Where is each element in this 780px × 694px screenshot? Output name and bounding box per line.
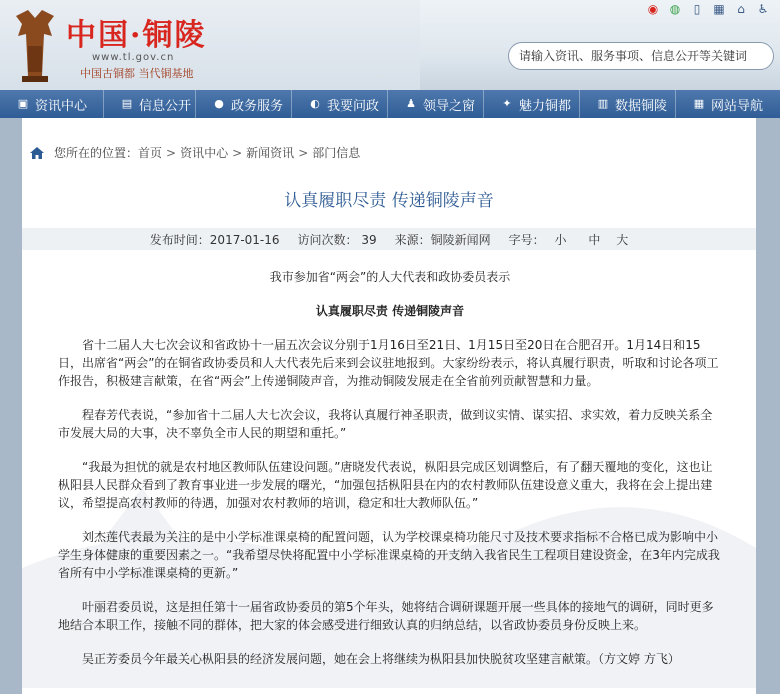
chat-icon: ◐ <box>310 97 320 110</box>
nav-item-site-navigation[interactable] <box>676 90 780 118</box>
article-subtitle: 认真履职尽责 传递铜陵声音 <box>315 304 465 318</box>
search-input[interactable]: 请输入资讯、服务事项、信息公开等关键词 <box>508 42 774 70</box>
chart-icon: ▥ <box>597 97 609 110</box>
breadcrumb-link-news[interactable]: 新闻资讯 <box>246 146 295 160</box>
nav-item-leaders-window[interactable] <box>388 90 484 118</box>
breadcrumb-link-home[interactable]: 首页 <box>138 146 163 160</box>
font-size-small[interactable]: 小 <box>554 232 579 247</box>
site-slogan: 中国古铜都 当代铜基地 <box>80 67 194 80</box>
nav-item-label: 资讯中心 <box>35 98 88 114</box>
mobile-icon[interactable]: ▯ <box>693 2 701 16</box>
document-icon: ▤ <box>121 97 133 110</box>
nav-item-label: 魅力铜都 <box>519 98 572 114</box>
news-icon: ▣ <box>17 97 29 110</box>
nav-item-label: 网站导航 <box>711 98 764 114</box>
site-logo-text[interactable]: 中国·铜陵 <box>66 18 207 53</box>
article-paragraph: “我最为担忧的就是农村地区教师队伍建设问题。”唐晓发代表说，枞阳县完成区划调整后，有了翻天覆地的变化，这也让枞阳县人民群众看到了教育事业进一步发展的曙光，“加强包括枞阳县在内的农村教师队伍建设意义重大，我将在会上提出建议，希望提高农村教师的待遇，加强对农村教师的培训，稳定和壮大教师队伍。” <box>58 460 713 510</box>
person-icon: ♟ <box>406 97 416 110</box>
article-paragraph: 叶丽君委员说，这是担任第十一届省政协委员的第5个年头，她将结合调研课题开展一些具体的接地气的调研，同时更多地结合本职工作，接触不同的群体，把大家的体会感受进行细致认真的归纳总结，以省政协委员身份反映上来。 <box>58 600 714 632</box>
breadcrumb-prefix: 您所在的位置： <box>54 146 139 160</box>
site-url: www.tl.gov.cn <box>92 52 175 63</box>
sitemap-icon[interactable]: ▦ <box>713 2 725 16</box>
breadcrumb-link-news-center[interactable]: 资讯中心 <box>180 146 229 160</box>
nav-item-label: 我要问政 <box>327 98 380 114</box>
nav-item-label: 政务服务 <box>231 98 284 114</box>
article-paragraph: 程春芳代表说，“参加省十二届人大七次会议，我将认真履行神圣职责，做到议实情、谋实招、求实效，着力反映关系全市发展大局的大事，决不辜负全市人民的期望和重托。” <box>58 408 713 440</box>
home-icon <box>30 147 44 159</box>
nav-item-label: 信息公开 <box>139 98 192 114</box>
top-icon-bar <box>644 2 772 16</box>
bank-icon[interactable]: ⌂ <box>737 2 745 16</box>
accessibility-icon[interactable]: ♿ <box>757 2 769 16</box>
nav-item-data-tongling[interactable] <box>580 90 676 118</box>
nav-item-label: 领导之窗 <box>423 98 476 114</box>
font-size-medium[interactable]: 中 <box>588 232 613 247</box>
publish-date: 发布时间：2017-01-16 <box>149 232 280 247</box>
content-panel <box>22 118 756 694</box>
nav-item-info-disclosure[interactable] <box>104 90 196 118</box>
breadcrumb <box>30 144 360 161</box>
breadcrumb-separator: > <box>232 145 243 160</box>
visit-count: 访问次数： 39 <box>297 232 377 247</box>
city-emblem-icon[interactable] <box>8 6 62 86</box>
article-source: 来源：铜陵新闻网 <box>394 232 491 247</box>
site-header <box>0 0 780 90</box>
article-paragraph: 刘杰莲代表最为关注的是中小学标准课桌椅的配置问题，认为学校课桌椅功能尺寸及技术要求指标不合格已成为影响中小学生身体健康的重要因素之一。“我希望尽快将配置中小学标准课桌椅的开支纳入我省民生工程项目建设资金，在3年内完成我省所有中小学标准课桌椅的更新。” <box>58 530 720 580</box>
font-size-label: 字号： <box>508 232 545 247</box>
article-title: 认真履职尽责 传递铜陵声音 <box>284 191 494 211</box>
font-size-control <box>509 231 629 248</box>
article-meta <box>22 228 756 250</box>
people-icon: ● <box>214 97 224 110</box>
article-paragraph: 省十二届人大七次会议和省政协十一届五次会议分别于1月16日至21日、1月15日至20日在合肥召开。1月14日和15日，出席省“两会”的在铜省政协委员和人大代表先后来到会议驻地报到。大家纷纷表示，将认真履行职责，听取和讨论各项工作报告，积极建言献策，在省“两会”上传递铜陵声音，为推动铜陵发展走在全省前列贡献智慧和力量。 <box>58 338 719 388</box>
nav-item-label: 数据铜陵 <box>615 98 668 114</box>
breadcrumb-separator: > <box>166 145 177 160</box>
breadcrumb-separator: > <box>298 145 309 160</box>
nav-item-news-center[interactable] <box>0 90 104 118</box>
weibo-icon[interactable]: ◉ <box>647 2 659 16</box>
nav-item-charm-tongdu[interactable] <box>484 90 580 118</box>
star-icon: ✦ <box>502 97 512 110</box>
article-intro: 我市参加省“两会”的人大代表和政协委员表示 <box>269 270 511 284</box>
nav-item-ask-government[interactable] <box>292 90 388 118</box>
grid-icon: ▦ <box>693 97 705 110</box>
main-nav <box>0 90 780 118</box>
wechat-icon[interactable]: ◍ <box>669 2 681 16</box>
breadcrumb-link-department-info[interactable]: 部门信息 <box>312 146 361 160</box>
article-body <box>58 268 722 684</box>
article-paragraph: 吴正芳委员今年最关心枞阳县的经济发展问题，她在会上将继续为枞阳县加快脱贫攻坚建言献策。（方文婷 方飞） <box>82 652 680 666</box>
font-size-large[interactable]: 大 <box>616 232 629 247</box>
nav-item-gov-services[interactable] <box>196 90 292 118</box>
